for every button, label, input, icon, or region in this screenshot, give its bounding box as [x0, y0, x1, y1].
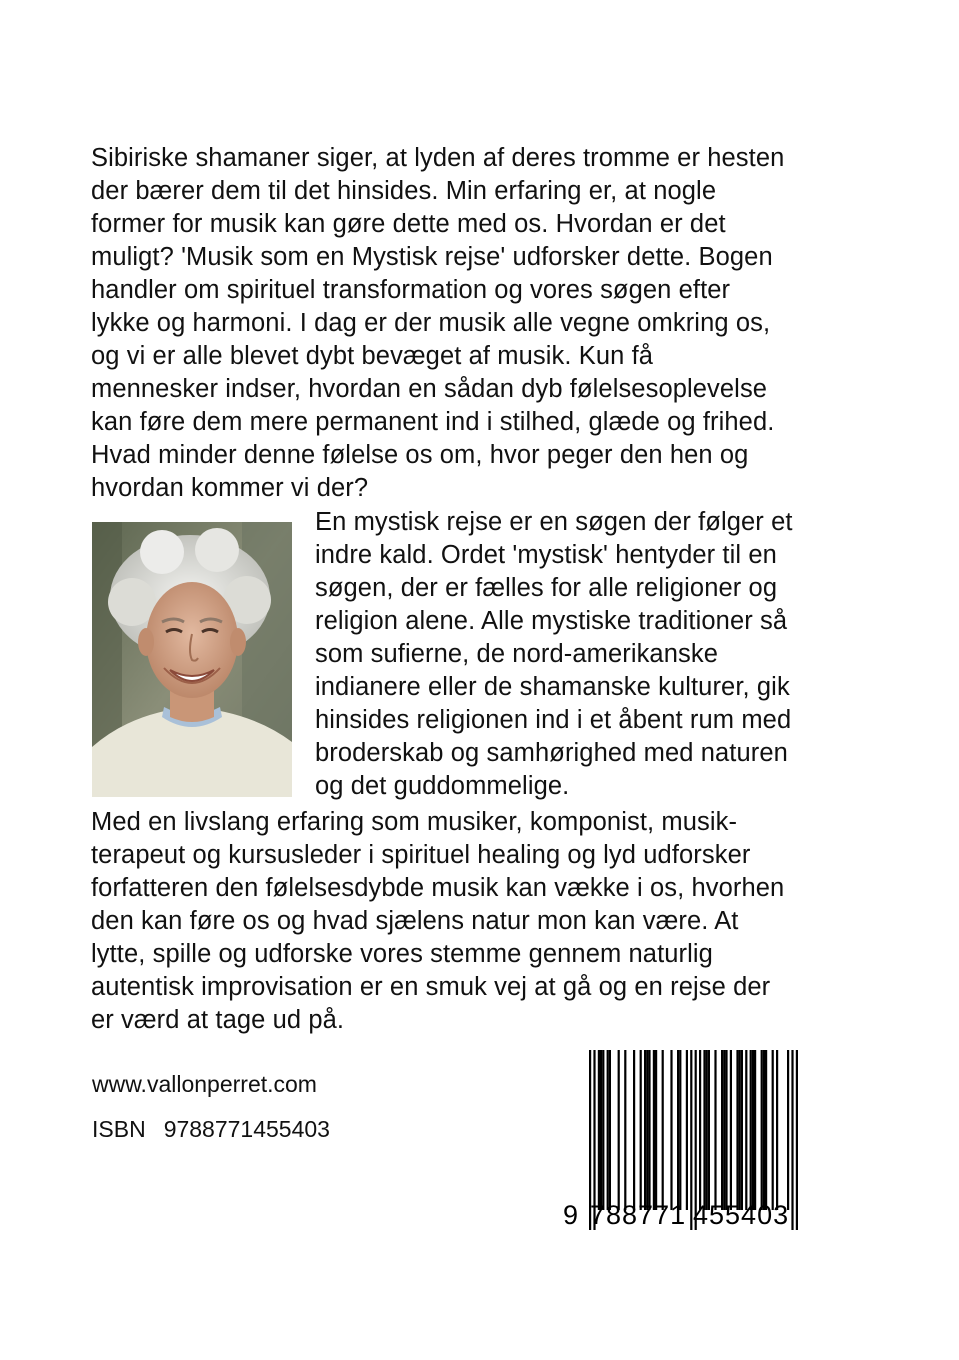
barcode-bar	[787, 1050, 789, 1210]
author-paragraph	[91, 806, 911, 1037]
barcode-bar	[653, 1050, 655, 1210]
text-line: indianere eller de shamanske kulturer, gik	[315, 673, 790, 701]
barcode-bar	[725, 1050, 727, 1210]
text-line: autentisk improvisation er en smuk vej at gå og en rejse der	[91, 973, 771, 1001]
text-line: den kan føre os og hvad sjælens natur mon kan være. At	[91, 907, 739, 935]
text-line: religion alene. Alle mystiske traditioner så	[315, 607, 788, 635]
text-line: Hvad minder denne følelse os om, hvor peger den hen og	[91, 441, 749, 469]
barcode-bar	[633, 1050, 635, 1210]
text-line: hinsides religionen ind i et åbent rum med	[315, 706, 792, 734]
text-line: er værd at tage ud på.	[91, 1006, 345, 1034]
barcode-bar	[646, 1050, 648, 1210]
text-line: som sufierne, de nord-amerikanske	[315, 640, 718, 668]
barcode-bar	[723, 1050, 725, 1210]
barcode-bar	[796, 1050, 798, 1230]
isbn-number: 9788771455403	[163, 1116, 330, 1142]
barcode-bar	[670, 1050, 672, 1210]
barcode-bar	[609, 1050, 611, 1210]
barcode-bar	[708, 1050, 710, 1210]
barcode-bar	[745, 1050, 747, 1210]
barcode-bar	[763, 1050, 765, 1210]
barcode-bar	[772, 1050, 774, 1210]
intro-paragraph	[91, 142, 911, 505]
barcode-bar	[686, 1050, 688, 1210]
text-line: handler om spirituel transformation og vores søgen efter	[91, 276, 731, 304]
barcode-bar	[600, 1050, 602, 1210]
barcode-bar	[703, 1050, 705, 1210]
text-line: hvordan kommer vi der?	[91, 474, 369, 502]
author-portrait-image	[92, 522, 292, 797]
barcode-bar	[644, 1050, 646, 1210]
barcode-bar	[640, 1050, 642, 1210]
text-line: indre kald. Ordet 'mystisk' hentyder til en	[315, 541, 777, 569]
text-line: Sibiriske shamaner siger, at lyden af deres tromme er hesten	[91, 144, 785, 172]
isbn-label: ISBN	[92, 1116, 146, 1142]
text-line: En mystisk rejse er en søgen der følger et	[315, 508, 793, 536]
barcode-bar	[765, 1050, 767, 1210]
barcode-digits-right: 455403	[693, 1200, 790, 1230]
barcode-digits-left: 788771	[590, 1200, 687, 1230]
text-line: forfatteren den følelsesdybde musik kan vække i os, hvorhen	[91, 874, 785, 902]
barcode-bar	[648, 1050, 650, 1210]
barcode-bar	[739, 1050, 741, 1210]
text-line: Med en livslang erfaring som musiker, komponist, musik-	[91, 808, 738, 836]
barcode-bar	[741, 1050, 743, 1210]
barcode-bar	[730, 1050, 732, 1210]
barcode-bar	[699, 1050, 701, 1210]
text-line: mennesker indser, hvordan en sådan dyb følelsesoplevelse	[91, 375, 768, 403]
barcode-bar	[721, 1050, 723, 1210]
barcode-bar	[624, 1050, 626, 1210]
mystic-journey-paragraph	[315, 506, 905, 803]
barcode-bar	[655, 1050, 657, 1210]
barcode-bar	[662, 1050, 664, 1210]
author-photo	[92, 522, 292, 797]
text-line: der bærer dem til det hinsides. Min erfaring er, at nogle	[91, 177, 717, 205]
barcode-bar	[679, 1050, 681, 1210]
barcode-bar	[736, 1050, 738, 1210]
text-line: terapeut og kursusleder i spirituel healing og lyd udforsker	[91, 841, 751, 869]
barcode-digit-first: 9	[563, 1200, 580, 1230]
website-url: www.vallonperret.com	[92, 1071, 317, 1097]
text-line: søgen, der er fælles for alle religioner og	[315, 574, 778, 602]
barcode-bar	[750, 1050, 752, 1210]
barcode-bar	[706, 1050, 708, 1210]
text-line: broderskab og samhørighed med naturen	[315, 739, 788, 767]
barcode-bar	[752, 1050, 754, 1210]
text-line: kan føre dem mere permanent ind i stilhed, glæde og frihed.	[91, 408, 775, 436]
text-line: og det guddommelige.	[315, 772, 570, 800]
barcode-bar	[754, 1050, 756, 1210]
barcode-bar	[761, 1050, 763, 1210]
text-line: og vi er alle blevet dybt bevæget af musik. Kun få	[91, 342, 654, 370]
barcode-bar	[677, 1050, 679, 1210]
barcode-bar	[618, 1050, 620, 1210]
text-line: lytte, spille og udforske vores stemme gennem naturlig	[91, 940, 713, 968]
barcode-bar	[714, 1050, 716, 1210]
text-line: muligt? 'Musik som en Mystisk rejse' udforsker dette. Bogen	[91, 243, 773, 271]
barcode-bar	[776, 1050, 778, 1210]
barcode-bar	[598, 1050, 600, 1210]
barcode-bar	[791, 1050, 793, 1230]
isbn-line	[92, 1115, 330, 1143]
text-line: former for musik kan gøre dette med os. Hvordan er det	[91, 210, 726, 238]
barcode-bar	[607, 1050, 609, 1210]
barcode-bar	[602, 1050, 604, 1210]
text-line: lykke og harmoni. I dag er der musik alle vegne omkring os,	[91, 309, 771, 337]
